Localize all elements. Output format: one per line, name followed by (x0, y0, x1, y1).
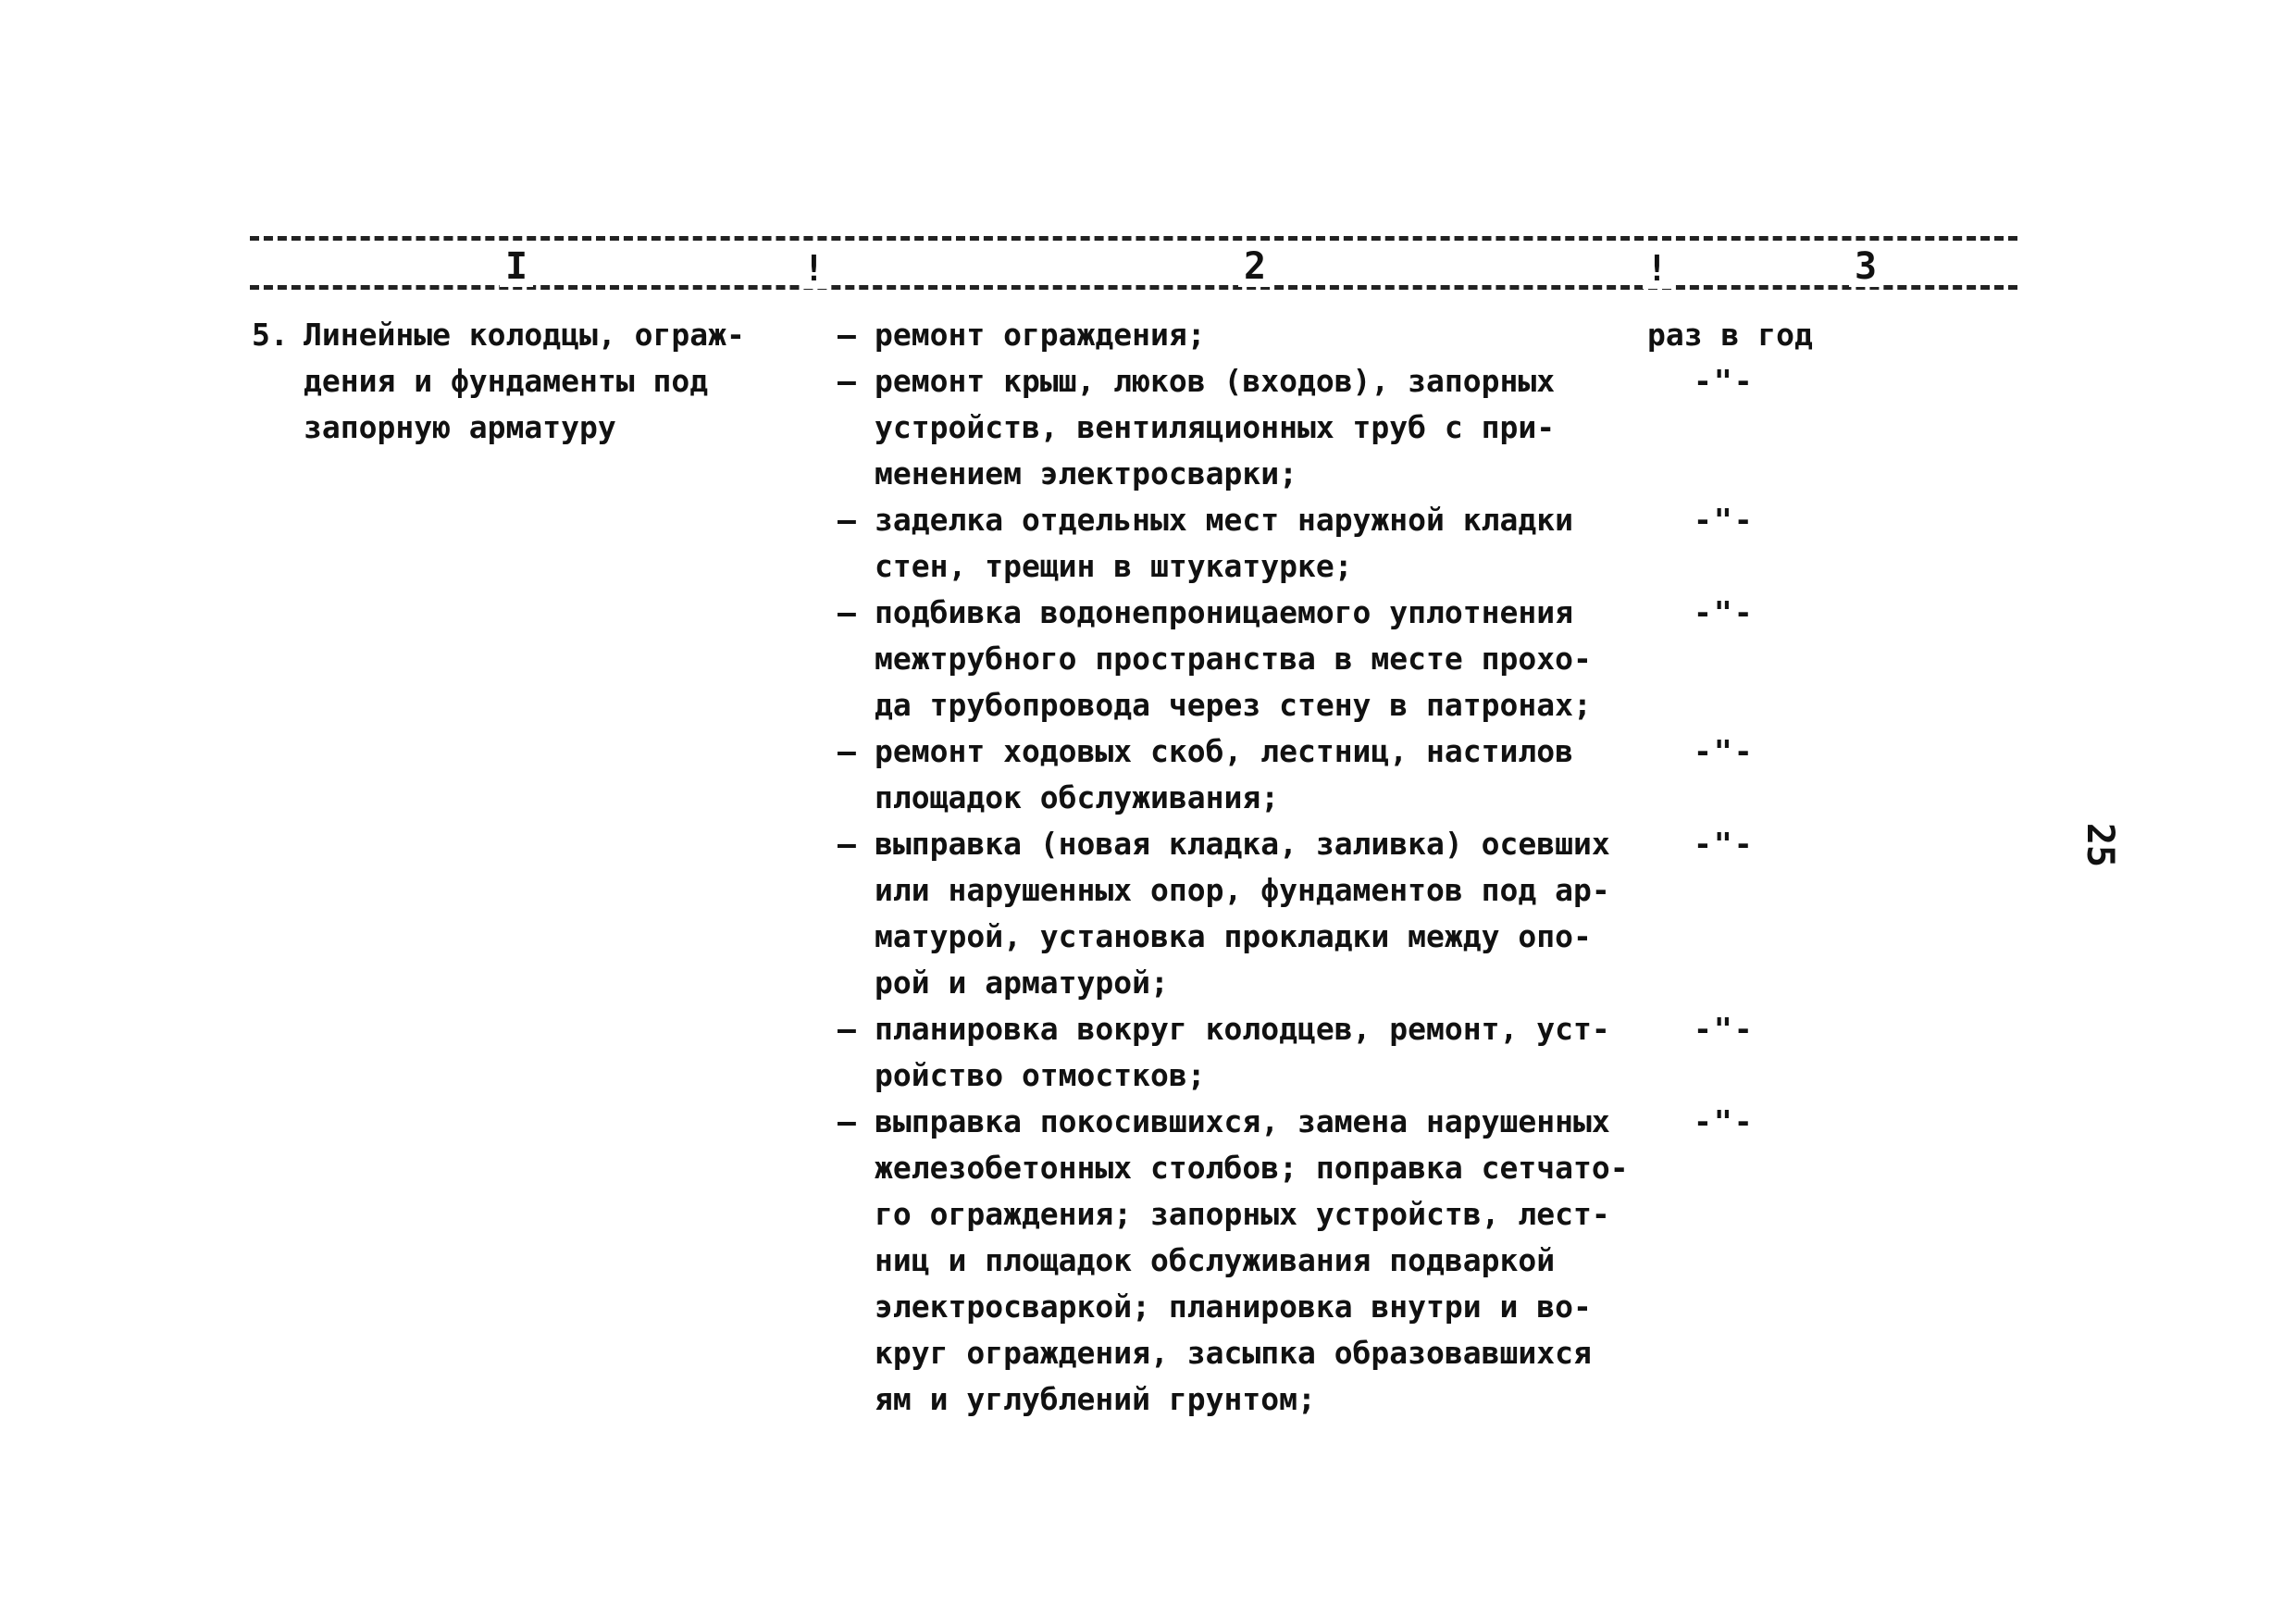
ditto-mark: -"- (1694, 1103, 1755, 1139)
ditto-mark: -"- (1694, 733, 1755, 769)
ditto-mark: -"- (1694, 363, 1755, 399)
column-separator-2: ! (1643, 248, 1671, 289)
object-title (252, 312, 770, 451)
column-separator-1: ! (800, 248, 828, 289)
dash-bullet: – (838, 1011, 856, 1047)
dash-bullet: – (838, 502, 856, 538)
list-item: – заделка отдельных мест наружной кладки стен, трещин в штукатурке; (838, 497, 1670, 590)
column-2-header: 2 (1238, 246, 1272, 287)
list-item: – ремонт ходовых скоб, лестниц, настилов площадок обслуживания; (838, 728, 1670, 821)
ditto-mark: -"- (1694, 1011, 1755, 1047)
list-item: – планировка вокруг колодцев, ремонт, уст- ройство отмостков; (838, 1006, 1670, 1099)
frequency-value: раз в год (1647, 317, 1813, 353)
column-1-header: I (500, 246, 533, 287)
list-item: – подбивка водонепроницаемого уплотнения межтрубного пространства в месте прохо- да трубопровода через стену в патронах; (838, 590, 1670, 728)
list-item: – ремонт ограждения; (838, 312, 1670, 358)
page-number: 25 (2079, 822, 2122, 868)
header-top-rule (250, 236, 2017, 241)
list-item: – выправка (новая кладка, заливка) осевших или нарушенных опор, фундаментов под ар- матурой, установка прокладки между опо- рой и арматурой; (838, 821, 1670, 1006)
dash-bullet: – (838, 317, 856, 353)
row-number: 5. (252, 317, 289, 353)
list-item: – выправка покосившихся, замена нарушенных железобетонных столбов; поправка сетчато- го ограждения; запорных устройств, лест- ниц и площадок обслуживания подваркой электросваркой; планировка внутри и во- круг ограждения, засыпка образовавшихся ям и углублений грунтом; (838, 1099, 1670, 1423)
works-list (838, 312, 1670, 1423)
dash-bullet: – (838, 594, 856, 630)
dash-bullet: – (838, 363, 856, 399)
dash-bullet: – (838, 826, 856, 862)
ditto-mark: -"- (1694, 594, 1755, 630)
ditto-mark: -"- (1694, 826, 1755, 862)
dash-bullet: – (838, 733, 856, 769)
column-3-header: 3 (1849, 246, 1882, 287)
object-title-line: Линейные колодцы, ограж- (304, 317, 745, 353)
object-title-line: дения и фундаменты под (304, 363, 709, 399)
dash-bullet: – (838, 1103, 856, 1139)
ditto-mark: -"- (1694, 502, 1755, 538)
frequency-column (1647, 312, 1888, 358)
object-title-line: запорную арматуру (304, 409, 616, 445)
list-item: – ремонт крыш, люков (входов), запорных устройств, вентиляционных труб с при- менением электросварки; (838, 358, 1670, 497)
